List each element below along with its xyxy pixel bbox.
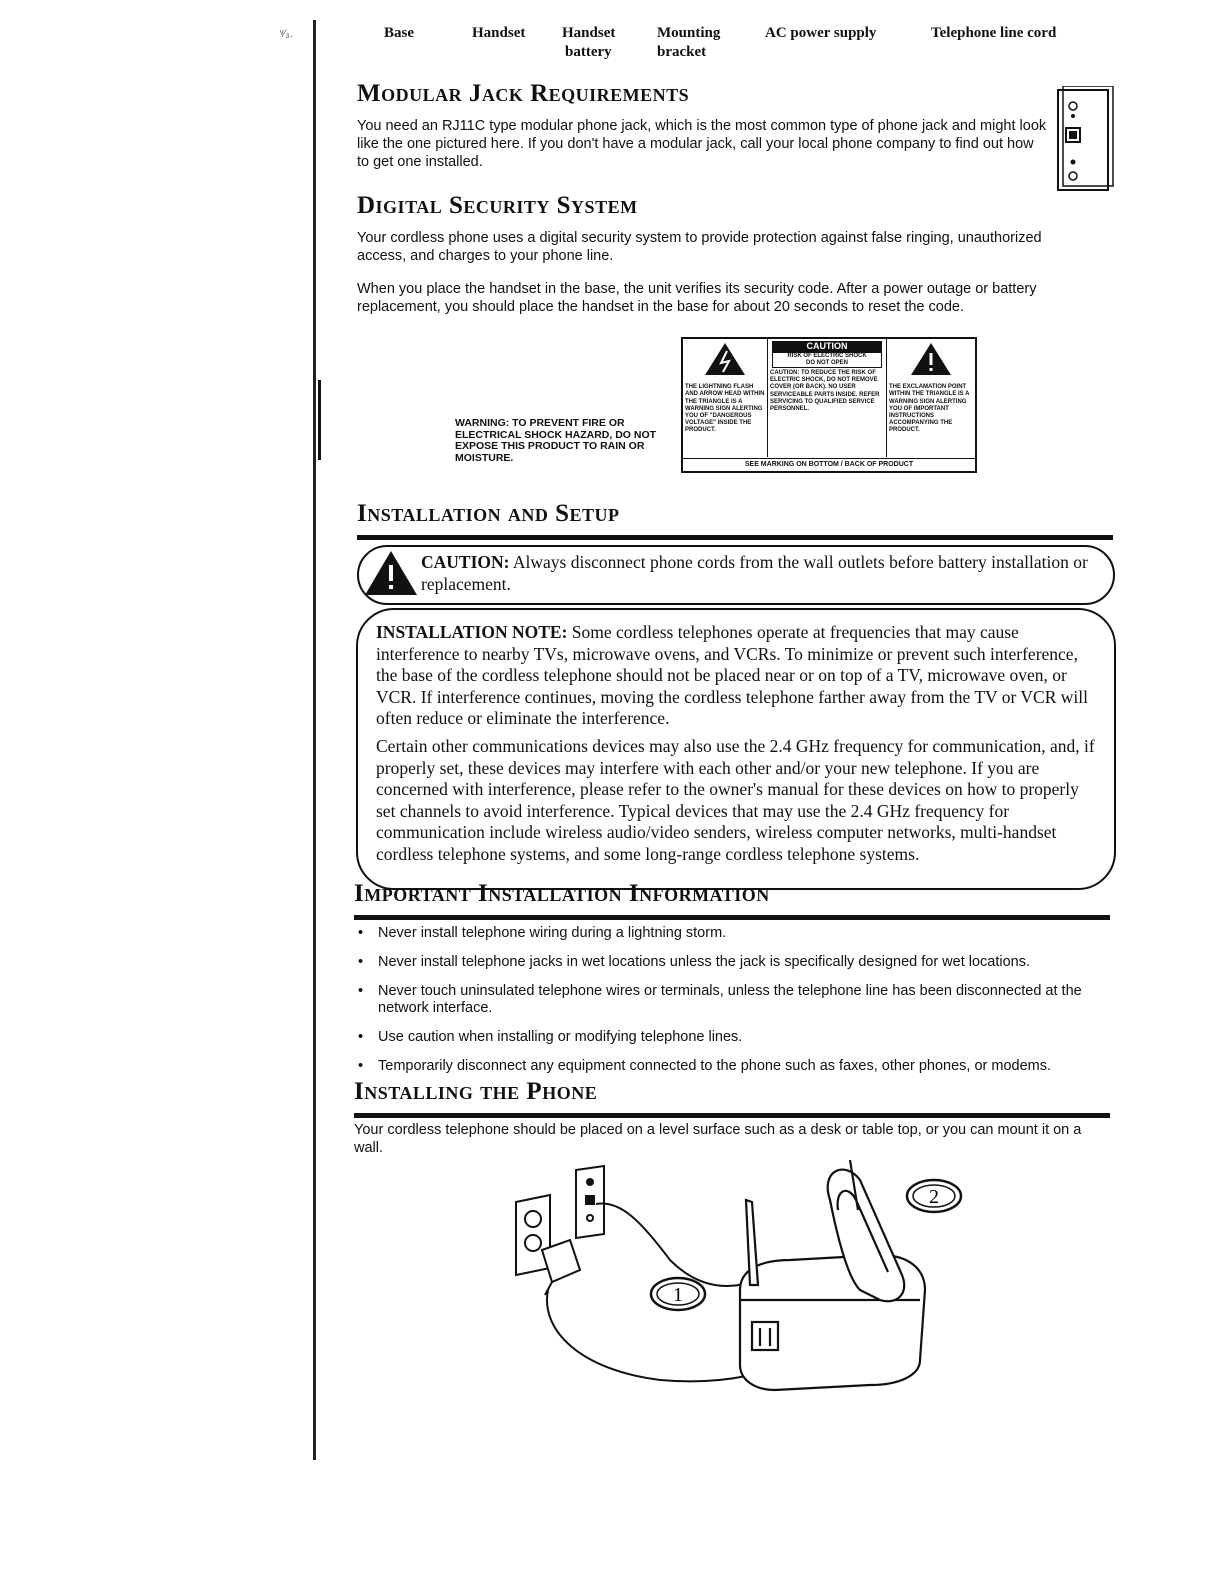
phone-jack [576,1166,604,1238]
caution-title: CAUTION [772,341,882,352]
contents-handset-battery-1: Handset [562,25,616,41]
contents-base: Base [384,25,414,41]
contents-mounting-1: Mounting [657,25,721,41]
lightning-warning-icon [683,339,767,381]
important-item: • Temporarily disconnect any equipment connected to the phone such as faxes, other phones, or modems. [356,1058,1096,1075]
installation-heading: Installation and Setup [357,500,620,527]
caution-text: CAUTION: TO REDUCE THE RISK OF ELECTRIC SHOCK, DO NOT REMOVE COVER (OR BACK). NO USER SERVICEABLE PARTS INSIDE. REFER SERVICING TO QUALIFIED SERVICE PERSONNEL. [770,370,880,413]
exclamation-column [887,339,975,457]
caution-sub1: RISK OF ELECTRIC SHOCK [787,353,867,359]
contents-line-cord: Telephone line cord [931,25,1057,41]
installation-note-box [356,608,1116,890]
important-heading: Important Installation Information [354,880,770,907]
modular-heading: Modular Jack Requirements [357,80,690,107]
phone-rule [354,1113,1110,1118]
important-item: • Never install telephone jacks in wet locations unless the jack is specifically designed for wet locations. [356,954,1096,971]
important-item: • Never touch uninsulated telephone wires or terminals, unless the telephone line has been disconnected at the network interface. [356,983,1096,1017]
lightning-text: THE LIGHTNING FLASH AND ARROW HEAD WITHIN THE TRIANGLE IS A WARNING SIGN ALERTING YOU OF "DANGEROUS VOLTAGE" INSIDE THE PRODUCT. [685,384,765,434]
installation-illustration [500,1160,980,1440]
page-binding-mark [318,380,321,460]
contents-mounting-2: bracket [657,44,707,60]
contents-handset: Handset [472,25,526,41]
important-item: • Use caution when installing or modifying telephone lines. [356,1029,1096,1046]
contents-handset-battery-2: battery [565,44,612,60]
installation-note-p2: Certain other communications devices may also use the 2.4 GHz frequency for communication, and, if properly set, these devices may interfere with each other and/or your new telephone. If you are concerned with interference, please refer to the owner's manual for these devices on how to properly set channels to avoid interference. Typical devices that may use the 2.4 GHz frequency for communication include wireless audio/video senders, wireless computer networks, multi-handset cordless telephone systems, and some long-range cordless telephone systems. [376,736,1095,864]
caution-subtitle [772,352,882,368]
corner-mark: ᵛ⁄₃. [280,28,293,40]
installation-note-body-1: Some cordless telephones operate at frequencies that may cause interference to nearby TVs, microwave ovens, and VCRs. To minimize or prevent such interference, the base of the cordless telephone should not be placed near or on top of a TV, microwave oven, or VCR. If interference continues, moving the cordless telephone farther away from the TV or VCR will often reduce or eliminate the interference. [376,622,1088,729]
modular-body: You need an RJ11C type modular phone jack, which is the most common type of phone jack and might look like the one pictured here. If you don't have a modular jack, call your local phone company to find out how to get one installed. [357,118,1047,170]
caution-footer: SEE MARKING ON BOTTOM / BACK OF PRODUCT [683,458,975,471]
important-rule [354,915,1110,920]
contents-ac-power: AC power supply [765,25,877,41]
phone-heading: Installing the Phone [354,1078,598,1105]
lightning-column [683,339,768,457]
page-binding-line [313,20,316,1460]
callout-1-label: 1 [673,1284,683,1306]
installation-note-label: INSTALLATION NOTE: [376,622,568,642]
modular-jack-illustration [1055,86,1115,196]
important-item: • Never install telephone wiring during a lightning storm. [356,925,1096,942]
callout-2-label: 2 [929,1186,939,1208]
caution-label: CAUTION: [421,552,510,572]
exclamation-text: THE EXCLAMATION POINT WITHIN THE TRIANGLE IS A WARNING SIGN ALERTING YOU OF IMPORTANT INSTRUCTIONS ACCOMPANYING THE PRODUCT. [889,384,970,434]
phone-body: Your cordless telephone should be placed on a level surface such as a desk or table top, or you can mount it on a wall. [354,1122,1082,1156]
package-contents [384,24,1104,68]
security-heading: Digital Security System [357,192,638,219]
caution-callout [357,545,1115,605]
security-body-2: When you place the handset in the base, the unit verifies its security code. After a power outage or battery replacement, you should place the handset in the base for about 20 seconds to reset the code. [357,281,1037,315]
exclamation-warning-icon [887,339,975,381]
caution-column [768,339,887,457]
important-list [356,925,1096,1087]
caution-message [421,552,1101,595]
caution-sub2: DO NOT OPEN [805,360,848,366]
moisture-warning: WARNING: TO PREVENT FIRE OR ELECTRICAL SHOCK HAZARD, DO NOT EXPOSE THIS PRODUCT TO RAIN OR MOISTURE. [455,417,657,464]
caution-label-box [681,337,977,473]
caution-body: Always disconnect phone cords from the wall outlets before battery installation or replacement. [421,552,1088,594]
installation-note-p1 [376,622,1102,730]
caution-triangle-icon [363,549,419,597]
installation-rule [357,535,1113,540]
security-body-1: Your cordless phone uses a digital security system to provide protection against false ringing, unauthorized access, and charges to your phone line. [357,230,1042,264]
ac-adapter [542,1240,580,1295]
